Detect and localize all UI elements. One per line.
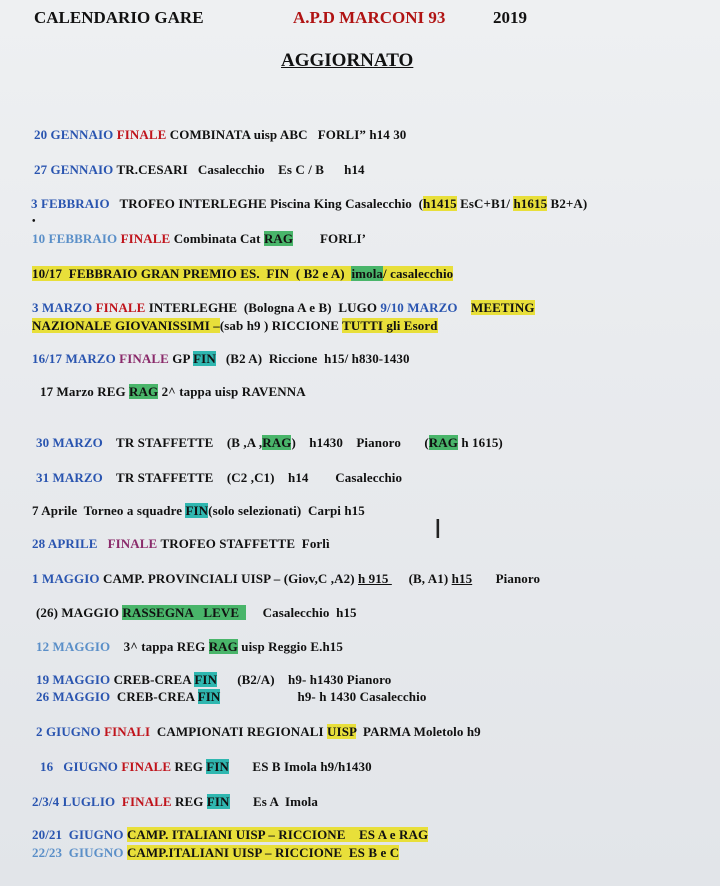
event-text: CREB-CREA	[113, 672, 195, 687]
event-row	[32, 794, 318, 810]
event-text: 17 Marzo REG	[40, 384, 130, 399]
event-text: RAG	[208, 639, 238, 654]
event-text: / casalecchio	[383, 266, 454, 281]
event-row	[32, 318, 438, 334]
club-name: A.P.D MARCONI 93	[293, 8, 446, 27]
event-text: RASSEGNA LEVE	[122, 605, 246, 620]
event-text: ES B Imola h9/h1430	[228, 759, 372, 774]
event-text	[458, 300, 471, 315]
event-text: 2^ tappa uisp RAVENNA	[158, 384, 306, 399]
event-text: 1 MAGGIO	[32, 571, 103, 586]
event-text: 30 MARZO	[36, 435, 107, 450]
event-text: TR.CESARI Casalecchio Es C / B h14	[116, 162, 365, 177]
event-text: (sab h9 ) RICCIONE	[219, 318, 343, 333]
event-row	[36, 605, 357, 621]
event-text: 7 Aprile Torneo a squadre	[32, 503, 186, 518]
event-text: h1415	[423, 196, 457, 211]
event-row	[31, 196, 587, 212]
event-text: 16 GIUGNO	[40, 759, 122, 774]
event-text: COMBINATA uisp ABC FORLI” h14 30	[169, 127, 407, 142]
event-text: (B, A1)	[391, 571, 452, 586]
event-text: FINALE	[116, 127, 170, 142]
event-text: INTERLEGHE (Bologna A e B) LUGO	[148, 300, 381, 315]
event-text: FINALE	[100, 536, 161, 551]
event-row	[36, 724, 481, 740]
event-text: 12 MAGGIO	[36, 639, 114, 654]
event-text: FINALE	[119, 351, 173, 366]
event-row	[36, 470, 402, 486]
event-row	[32, 571, 540, 587]
updated-title: AGGIORNATO	[281, 50, 414, 71]
event-text: FIN	[193, 351, 216, 366]
event-text: RAG	[129, 384, 159, 399]
event-text: Combinata Cat	[173, 231, 264, 246]
event-row	[36, 639, 343, 655]
event-text: REG	[174, 759, 207, 774]
event-row	[36, 435, 503, 451]
event-text: FIN	[206, 759, 229, 774]
event-text: FIN	[185, 503, 209, 518]
event-text: (26) MAGGIO	[36, 605, 123, 620]
event-row	[32, 845, 399, 861]
event-text: CAMP. ITALIANI UISP – RICCIONE ES A e RAG	[126, 827, 429, 842]
event-text: CAMP.ITALIANI UISP – RICCIONE ES B e C	[126, 845, 400, 860]
event-row	[32, 266, 453, 282]
event-text: CAMP. PROVINCIALI UISP – (Giov,C ,A2)	[102, 571, 358, 586]
event-text: h1615	[513, 196, 548, 211]
event-text: imola	[351, 266, 384, 281]
event-text: FINALE	[95, 300, 149, 315]
event-row	[40, 384, 306, 400]
event-text: TUTTI gli Esord	[342, 318, 438, 333]
event-text: GP	[172, 351, 194, 366]
event-text: Casalecchio h15	[245, 605, 357, 620]
event-text: CAMPIONATI REGIONALI	[153, 724, 328, 739]
event-text: PARMA Moletolo h9	[356, 724, 481, 739]
event-row	[32, 827, 428, 843]
event-text: 26 MAGGIO	[36, 689, 114, 704]
event-row	[32, 536, 330, 552]
event-text: 28 APRILE	[32, 536, 101, 551]
calendar-heading: CALENDARIO GARE	[34, 8, 204, 27]
event-text: Pianoro	[472, 571, 541, 586]
event-text: FINALE	[121, 759, 175, 774]
event-text: 31 MARZO	[36, 470, 107, 485]
event-text: h 915	[357, 571, 392, 586]
event-text: FIN	[194, 672, 218, 687]
event-text: h15	[451, 571, 473, 586]
event-text: FORLI’	[293, 231, 367, 246]
event-text: (B2/A) h9- h1430 Pianoro	[217, 672, 392, 687]
event-text: uisp Reggio E.h15	[237, 639, 343, 654]
year-label: 2019	[493, 8, 527, 27]
event-text: FINALE	[118, 794, 175, 809]
event-text: RAG	[428, 435, 458, 450]
event-text: 19 MAGGIO	[36, 672, 114, 687]
event-text: h9- h 1430 Casalecchio	[220, 689, 427, 704]
stray-dot: •	[32, 216, 36, 227]
event-text: 2/3/4 LUGLIO	[32, 794, 119, 809]
event-row	[36, 672, 391, 688]
event-text: 27 GENNAIO	[34, 162, 117, 177]
event-text: 10/17 FEBBRAIO GRAN PREMIO ES. FIN ( B2 e A)	[32, 266, 352, 281]
event-row	[34, 162, 365, 178]
event-text: UISP	[327, 724, 357, 739]
event-text: 3 MARZO	[32, 300, 96, 315]
event-text: FIN	[197, 689, 221, 704]
event-text: (B2 A) Riccione h15/ h830-1430	[215, 351, 410, 366]
event-text: B2+A)	[547, 196, 588, 211]
event-text: RAG	[262, 435, 292, 450]
event-text: FINALE	[120, 231, 174, 246]
event-text: REG	[174, 794, 207, 809]
event-text: 22/23 GIUGNO	[32, 845, 127, 860]
event-text: 3 FEBBRAIO	[31, 196, 114, 211]
event-row	[36, 689, 426, 705]
event-text: RAG	[263, 231, 294, 246]
event-row	[32, 231, 366, 247]
event-text: TR STAFFETTE (B ,A ,	[106, 435, 263, 450]
event-text: TROFEO STAFFETTE Forlì	[160, 536, 330, 551]
event-text: h 1615)	[458, 435, 503, 450]
event-row	[32, 351, 410, 367]
event-text: FINALI	[104, 724, 154, 739]
text-cursor-icon: I	[434, 515, 442, 545]
event-text: 3^ tappa REG	[113, 639, 209, 654]
event-text: TROFEO INTERLEGHE Piscina King Casalecchio (	[113, 196, 424, 211]
event-text: FIN	[206, 794, 230, 809]
event-text: 16/17 MARZO	[32, 351, 120, 366]
event-row	[32, 300, 535, 316]
event-text: 20 GENNAIO	[34, 127, 117, 142]
event-text: TR STAFFETTE (C2 ,C1) h14 Casalecchio	[106, 470, 403, 485]
event-text: (solo selezionati) Carpi h15	[208, 503, 365, 518]
event-row	[34, 127, 406, 143]
event-text: CREB-CREA	[113, 689, 198, 704]
event-text: MEETING	[471, 300, 535, 315]
event-text: 9/10 MARZO	[380, 300, 458, 315]
event-text: 20/21 GIUGNO	[32, 827, 127, 842]
event-row	[40, 759, 372, 775]
event-text: EsC+B1/	[456, 196, 514, 211]
event-text: ) h1430 Pianoro (	[291, 435, 429, 450]
event-row	[32, 503, 365, 519]
event-text: NAZIONALE GIOVANISSIMI –	[32, 318, 220, 333]
event-text: 2 GIUGNO	[36, 724, 105, 739]
event-text: 10 FEBBRAIO	[32, 231, 121, 246]
event-text: Es A Imola	[229, 794, 318, 809]
